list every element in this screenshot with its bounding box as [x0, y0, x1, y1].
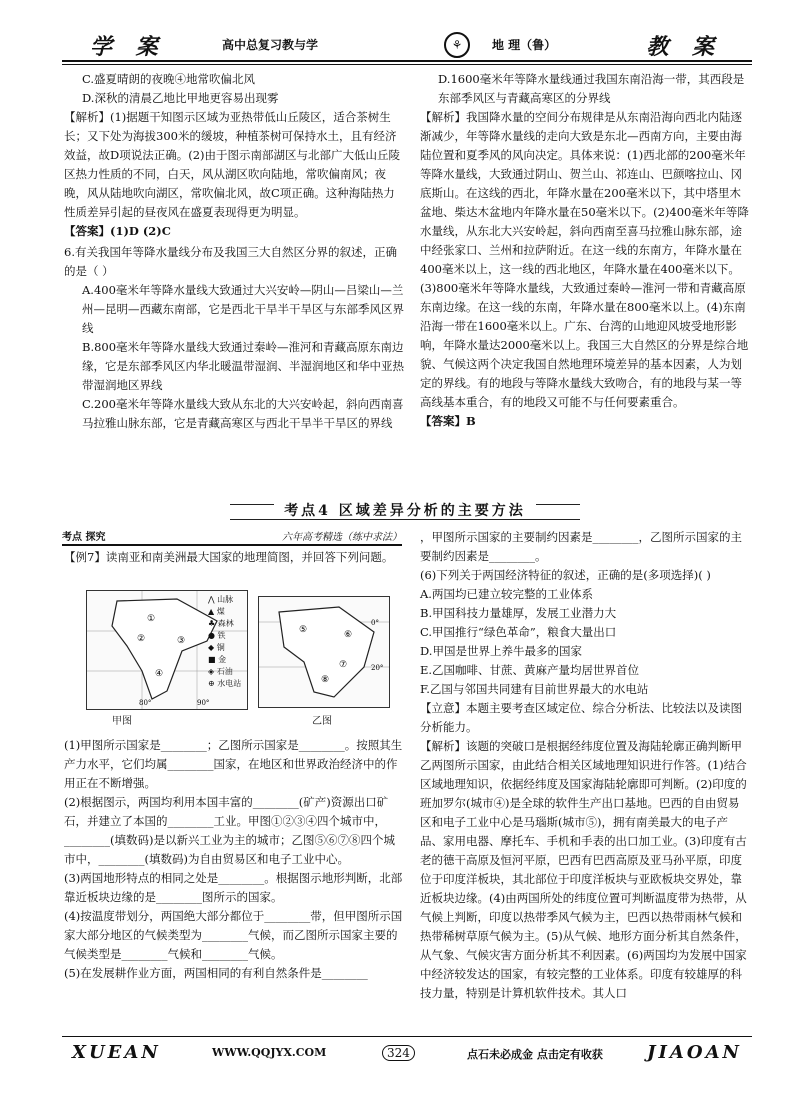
section-heading — [60, 500, 750, 522]
header-series: 高中总复习教与学 — [222, 38, 319, 52]
map-legend — [208, 594, 252, 702]
map-city-8: ⑧ — [321, 675, 330, 685]
example-stem — [64, 548, 404, 567]
q6-option-d: D.1600毫米年等降水量线通过我国东南沿海一带，其西段是东部季风区与青藏高寒区的分界线 — [438, 72, 745, 105]
header-right: 教 案 — [646, 34, 722, 60]
tag-right: 六年高考精选（练中求法） — [282, 532, 402, 543]
q-option-f: F.乙国与邻国共同建有目前世界最大的水电站 — [420, 682, 649, 696]
legend-forest: ♣ 森林 — [208, 619, 234, 628]
legend-gold: ■ 金 — [208, 655, 227, 664]
example-text: 【例7】读南亚和南美洲最大国家的地理简图，并回答下列问题。 — [64, 550, 394, 564]
header-subject: 地 理（鲁） — [492, 38, 557, 52]
question-5: (5)在发展耕作业方面，两国相同的有利自然条件是________ — [64, 966, 368, 980]
map-yi — [258, 596, 390, 708]
q-option-a: A.两国均已建立较完整的工业体系 — [420, 587, 593, 601]
footer-slogan: 点石未必成金 点击定有收获 — [467, 1048, 603, 1061]
q-option-c: C.甲国推行“绿色革命”，粮食大量出口 — [420, 625, 617, 639]
section-tag — [62, 528, 402, 546]
q6-option-a: A.400毫米年等降水量线大致通过大兴安岭—阴山—吕梁山—兰州—昆明—西藏东南部，它是西北干旱半干旱区与东部季风区界线 — [82, 283, 404, 335]
header-left: 学 案 — [90, 34, 166, 60]
map-city-2: ② — [137, 634, 146, 644]
page-number: 324 — [382, 1045, 415, 1061]
page-footer — [62, 1036, 752, 1066]
map-city-6: ⑥ — [344, 630, 353, 640]
right-top-column — [420, 70, 750, 431]
map-city-1: ① — [147, 614, 156, 624]
q6-option-b: B.800毫米年等降水量线大致通过秦岭—淮河和青藏高原东南边缘，它是东部季风区内华北暖温带湿润、半湿润地区和华中亚热带湿润地区界线 — [82, 340, 404, 392]
legend-mountain: ⋀ 山脉 — [208, 595, 234, 604]
question-2: (2)根据图示，两国均利用本国丰富的________(矿产)资源出口矿石，并建立了本国的________工业。甲图①②③④四个城市中，________(填数码)是以新兴工业为主的城市；乙图⑤⑥⑦⑧四个城市中，________(填数码)为自由贸易区和电子工业中心。 — [64, 795, 395, 866]
legend-copper: ◆ 铜 — [208, 643, 225, 652]
q-option-e: E.乙国咖啡、甘蔗、黄麻产量均居世界首位 — [420, 663, 640, 677]
q6-stem: 6.有关我国年等降水量线分布及我国三大自然区分界的叙述，正确的是（ ） — [64, 245, 397, 278]
left-questions — [64, 736, 404, 983]
q6-answer: 【答案】B — [420, 414, 476, 428]
legend-coal: ▲ 煤 — [208, 607, 225, 616]
footer-url[interactable]: WWW.QQJYX.COM — [212, 1046, 327, 1059]
footer-left: XUEAN — [72, 1042, 161, 1063]
q6-option-c: C.200毫米年等降水量线大致从东北的大兴安岭起，斜向西南喜马拉雅山脉东部，它是青藏高寒区与西北干旱半干旱区的界线 — [82, 397, 404, 430]
question-6: (6)下列关于两国经济特征的叙述，正确的是(多项选择)( ) — [420, 568, 711, 582]
legend-oil: ◈ 石油 — [208, 667, 233, 676]
map-city-7: ⑦ — [339, 660, 348, 670]
option-c: C.盛夏晴朗的夜晚④地常吹偏北风 — [82, 72, 256, 86]
map-jia-caption: 甲图 — [112, 716, 132, 727]
question-3: (3)两国地形特点的相同之处是________。根据图示地形判断，北部靠近板块边缘的是________图所示的国家。 — [64, 871, 403, 904]
map-city-3: ③ — [177, 636, 186, 646]
emblem-icon: ⚘ — [444, 32, 470, 58]
map-yi-caption: 乙图 — [312, 716, 332, 727]
map-city-4: ④ — [155, 669, 164, 679]
liyi-text: 【立意】本题主要考查区域定位、综合分析法、比较法以及读图分析能力。 — [420, 701, 742, 734]
answer-text: 【答案】(1)D (2)C — [64, 224, 171, 238]
left-top-column — [64, 70, 404, 433]
section-title: 考点4 区域差异分析的主要方法 — [274, 503, 536, 519]
q-option-b: B.甲国科技力量雄厚，发展工业潜力大 — [420, 606, 617, 620]
option-d: D.深秋的清晨乙地比甲地更容易出现雾 — [82, 91, 279, 105]
question-5-cont: ，甲图所示国家的主要制约因素是________，乙图所示国家的主要制约因素是________。 — [420, 530, 742, 563]
tag-left: 考点 探究 — [62, 532, 106, 543]
q6-analysis: 【解析】我国降水量的空间分布规律是从东南沿海向西北内陆逐渐减少，年等降水量线的走向大致是东北—西南方向，主要由海陆位置和夏季风的风向决定。具体来说：(1)西北部的200毫米年等降水量线，大致通过阴山、贺兰山、祁连山、巴颜喀拉山、冈底斯山。在这线的西北，年降水量在200毫米以下，其中塔里木盆地、柴达木盆地内年降水量在50毫米以下。(2)400毫米年等降水量线，从东北大兴安岭起，斜向西南至喜马拉雅山脉东部，途中经张家口、兰州和拉萨附近。在这一线的东南方，年降水量在400毫米以上，这一线的西北地区，年降水量在400毫米以下。(3)800毫米年等降水量线，大致通过秦岭—淮河一带和青藏高原东南边缘。在这一线的东南，年降水量在800毫米以上。(4)东南沿海一带在1600毫米以上。广东、台湾的山地迎风坡受地形影响，年降水量达2000毫米以上。我国三大自然区的分界是综合地貌、气候这两个决定我国自然地理环境差异的基本因素，人为划定的界线。有的地段与等降水量线大致吻合，有的地段与某一等高线基本重合，有的地段又可能不与任何要素重合。 — [420, 110, 749, 409]
legend-iron: ● 铁 — [208, 631, 226, 640]
analysis-text: 【解析】(1)据题干知图示区域为亚热带低山丘陵区，适合茶树生长；又下处为海拔300米的缓坡，种植茶树可保持水土，且有经济效益，故D项说法正确。(2)由于图示南部湖区与北部广大低山丘陵区热力性质的不同，白天，风从湖区吹向陆地，常吹偏南风；夜晚，风从陆地吹向湖区，常吹偏北风，故C项正确。这种海陆热力性质差异引起的昼夜风在盛夏表现得更为明显。 — [64, 110, 401, 219]
map-lat-20: 20° — [371, 664, 384, 672]
question-4: (4)按温度带划分，两国绝大部分都位于________带，但甲图所示国家大部分地区的气候类型为________气候，而乙图所示国家主要的气候类型是________气候和________气候。 — [64, 909, 403, 961]
question-1: (1)甲图所示国家是________；乙图所示国家是________。按照其生产力水平，它们均属________国家，在地区和世界政治经济中的作用正在不断增强。 — [64, 738, 403, 790]
map-lon-90: 90° — [197, 699, 210, 707]
map-lat-0: 0° — [371, 619, 379, 627]
q-option-d: D.甲国是世界上养牛最多的国家 — [420, 644, 582, 658]
example-analysis: 【解析】该题的突破口是根据经纬度位置及海陆轮廓正确判断甲乙两图所示国家，由此结合相关区域地理知识进行作答。(1)结合区域地理知识，依据经纬度及国家海陆轮廓即可判断。(2)印度的班加罗尔(城市④)是全球的软件生产出口基地。巴西的自由贸易区和电子工业中心是马瑙斯(城市⑤)，拥有南美最大的电子产品、家用电器、摩托车、手机和手表的出口加工业。(3)印度有古老的德干高原及恒河平原，巴西有巴西高原及亚马孙平原，印度位于印度洋板块，其北部位于印度洋板块与亚欧板块交界处，靠近板块边缘。(4)由两国所处的纬度位置可判断温度带为热带，从气候上判断，印度以热带季风气候为主，巴西以热带雨林气候和热带稀树草原气候为主。(5)从气候、地形方面分析其自然条件，从气象、气候灾害方面分析其不利因素。(6)两国均为发展中国家中经济较发达的国家，有较完整的工业体系。印度有较雄厚的科技力量，特别是计算机软件技术。其人口 — [420, 739, 747, 1000]
header-rule — [62, 60, 752, 62]
map-city-5: ⑤ — [299, 625, 308, 635]
footer-rule — [62, 1036, 752, 1037]
right-lower-column — [420, 528, 750, 1003]
footer-right: JIAOAN — [646, 1042, 742, 1063]
legend-hydro: ⊕ 水电站 — [208, 679, 242, 688]
page-header — [62, 30, 752, 62]
header-rule-thin — [62, 64, 752, 65]
map-lon-80: 80° — [139, 699, 152, 707]
brazil-map-graphic — [259, 597, 389, 707]
